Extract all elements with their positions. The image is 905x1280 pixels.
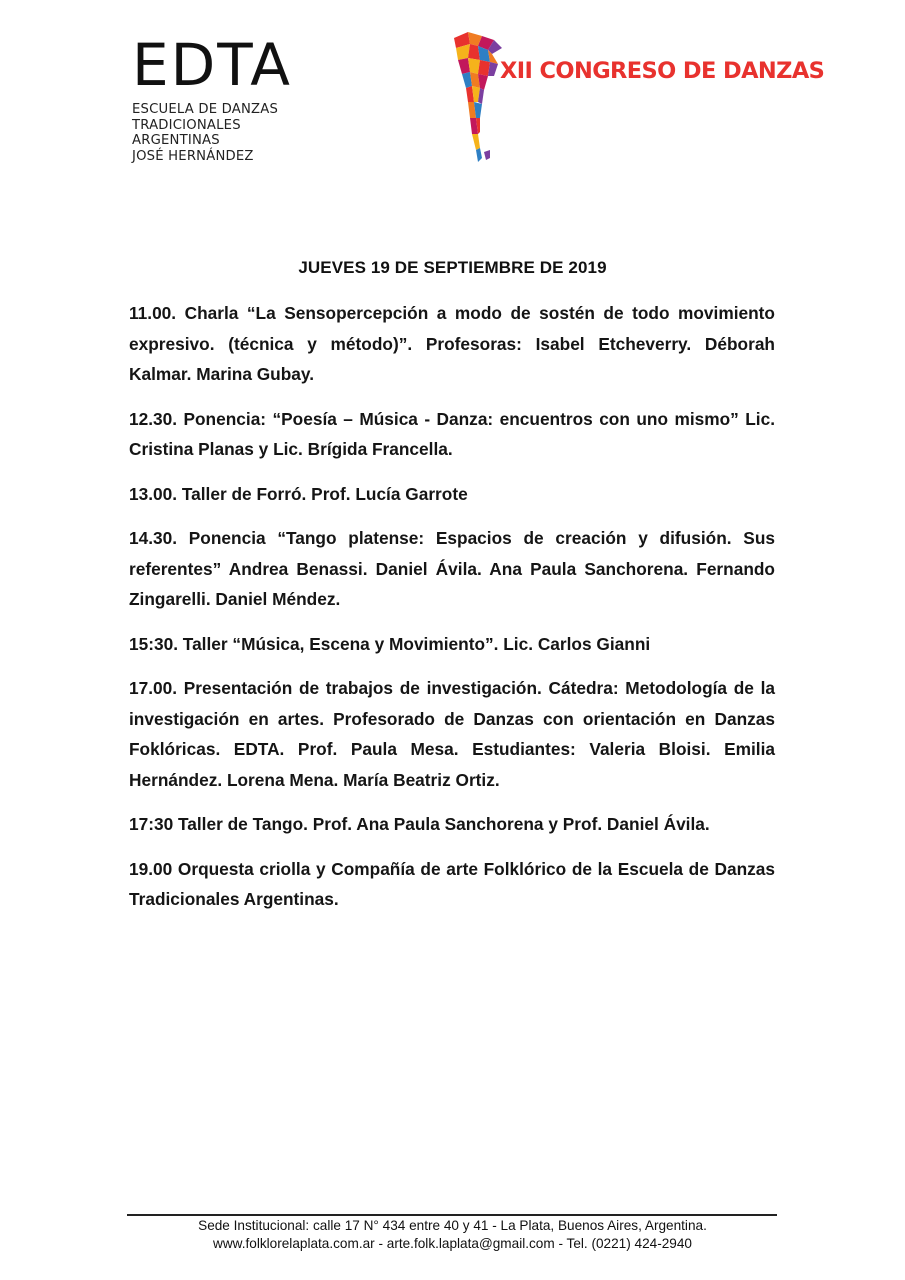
congress-logo-title: XII CONGRESO DE DANZAS	[500, 58, 825, 84]
edta-logo	[132, 31, 292, 164]
edta-logo-word: EDTA	[132, 31, 292, 99]
program-item: 17.00. Presentación de trabajos de investigación. Cátedra: Metodología de la investigación en artes. Profesorado de Danzas con orientación en Danzas Foklóricas. EDTA. Prof. Paula Mesa. Estudiantes: Valeria Bloisi. Emilia Hernández. Lorena Mena. María Beatriz Ortiz.	[129, 678, 775, 790]
program-item: 13.00. Taller de Forró. Prof. Lucía Garrote	[129, 483, 468, 504]
program-item: 14.30. Ponencia “Tango platense: Espacios de creación y difusión. Sus referentes” Andrea Benassi. Daniel Ávila. Ana Paula Sanchorena. Fernando Zingarelli. Daniel Méndez.	[129, 528, 775, 609]
program-list	[129, 298, 775, 929]
program-item: 19.00 Orquesta criolla y Compañía de arte Folklórico de la Escuela de Danzas Tradicionales Argentinas.	[129, 858, 775, 909]
program-item: 17:30 Taller de Tango. Prof. Ana Paula Sanchorena y Prof. Daniel Ávila.	[129, 814, 710, 834]
footer-contact: www.folklorelaplata.com.ar - arte.folk.laplata@gmail.com - Tel. (0221) 424-2940	[213, 1236, 692, 1251]
edta-logo-line: TRADICIONALES	[132, 117, 241, 133]
edta-logo-line: ESCUELA DE DANZAS	[132, 102, 279, 117]
footer-address: Sede Institucional: calle 17 N° 434 entre 40 y 41 - La Plata, Buenos Aires, Argentina.	[198, 1218, 707, 1233]
congress-logo	[448, 30, 825, 170]
edta-logo-subtitle	[132, 102, 292, 164]
day-title: JUEVES 19 DE SEPTIEMBRE DE 2019	[298, 258, 607, 277]
south-america-mosaic-icon	[448, 30, 518, 165]
program-item: 12.30. Ponencia: “Poesía – Música - Danza: encuentros con uno mismo” Lic. Cristina Planas y Lic. Brígida Francella.	[129, 408, 775, 459]
edta-logo-line: ARGENTINAS	[132, 133, 220, 148]
program-item: 11.00. Charla “La Sensopercepción a modo de sostén de todo movimiento expresivo. (técnica y método)”. Profesoras: Isabel Etcheverry. Déborah Kalmar. Marina Gubay.	[129, 303, 775, 384]
program-item: 15:30. Taller “Música, Escena y Movimiento”. Lic. Carlos Gianni	[129, 633, 651, 654]
footer-divider	[127, 1214, 777, 1216]
edta-logo-line: JOSÉ HERNÁNDEZ	[132, 148, 254, 164]
